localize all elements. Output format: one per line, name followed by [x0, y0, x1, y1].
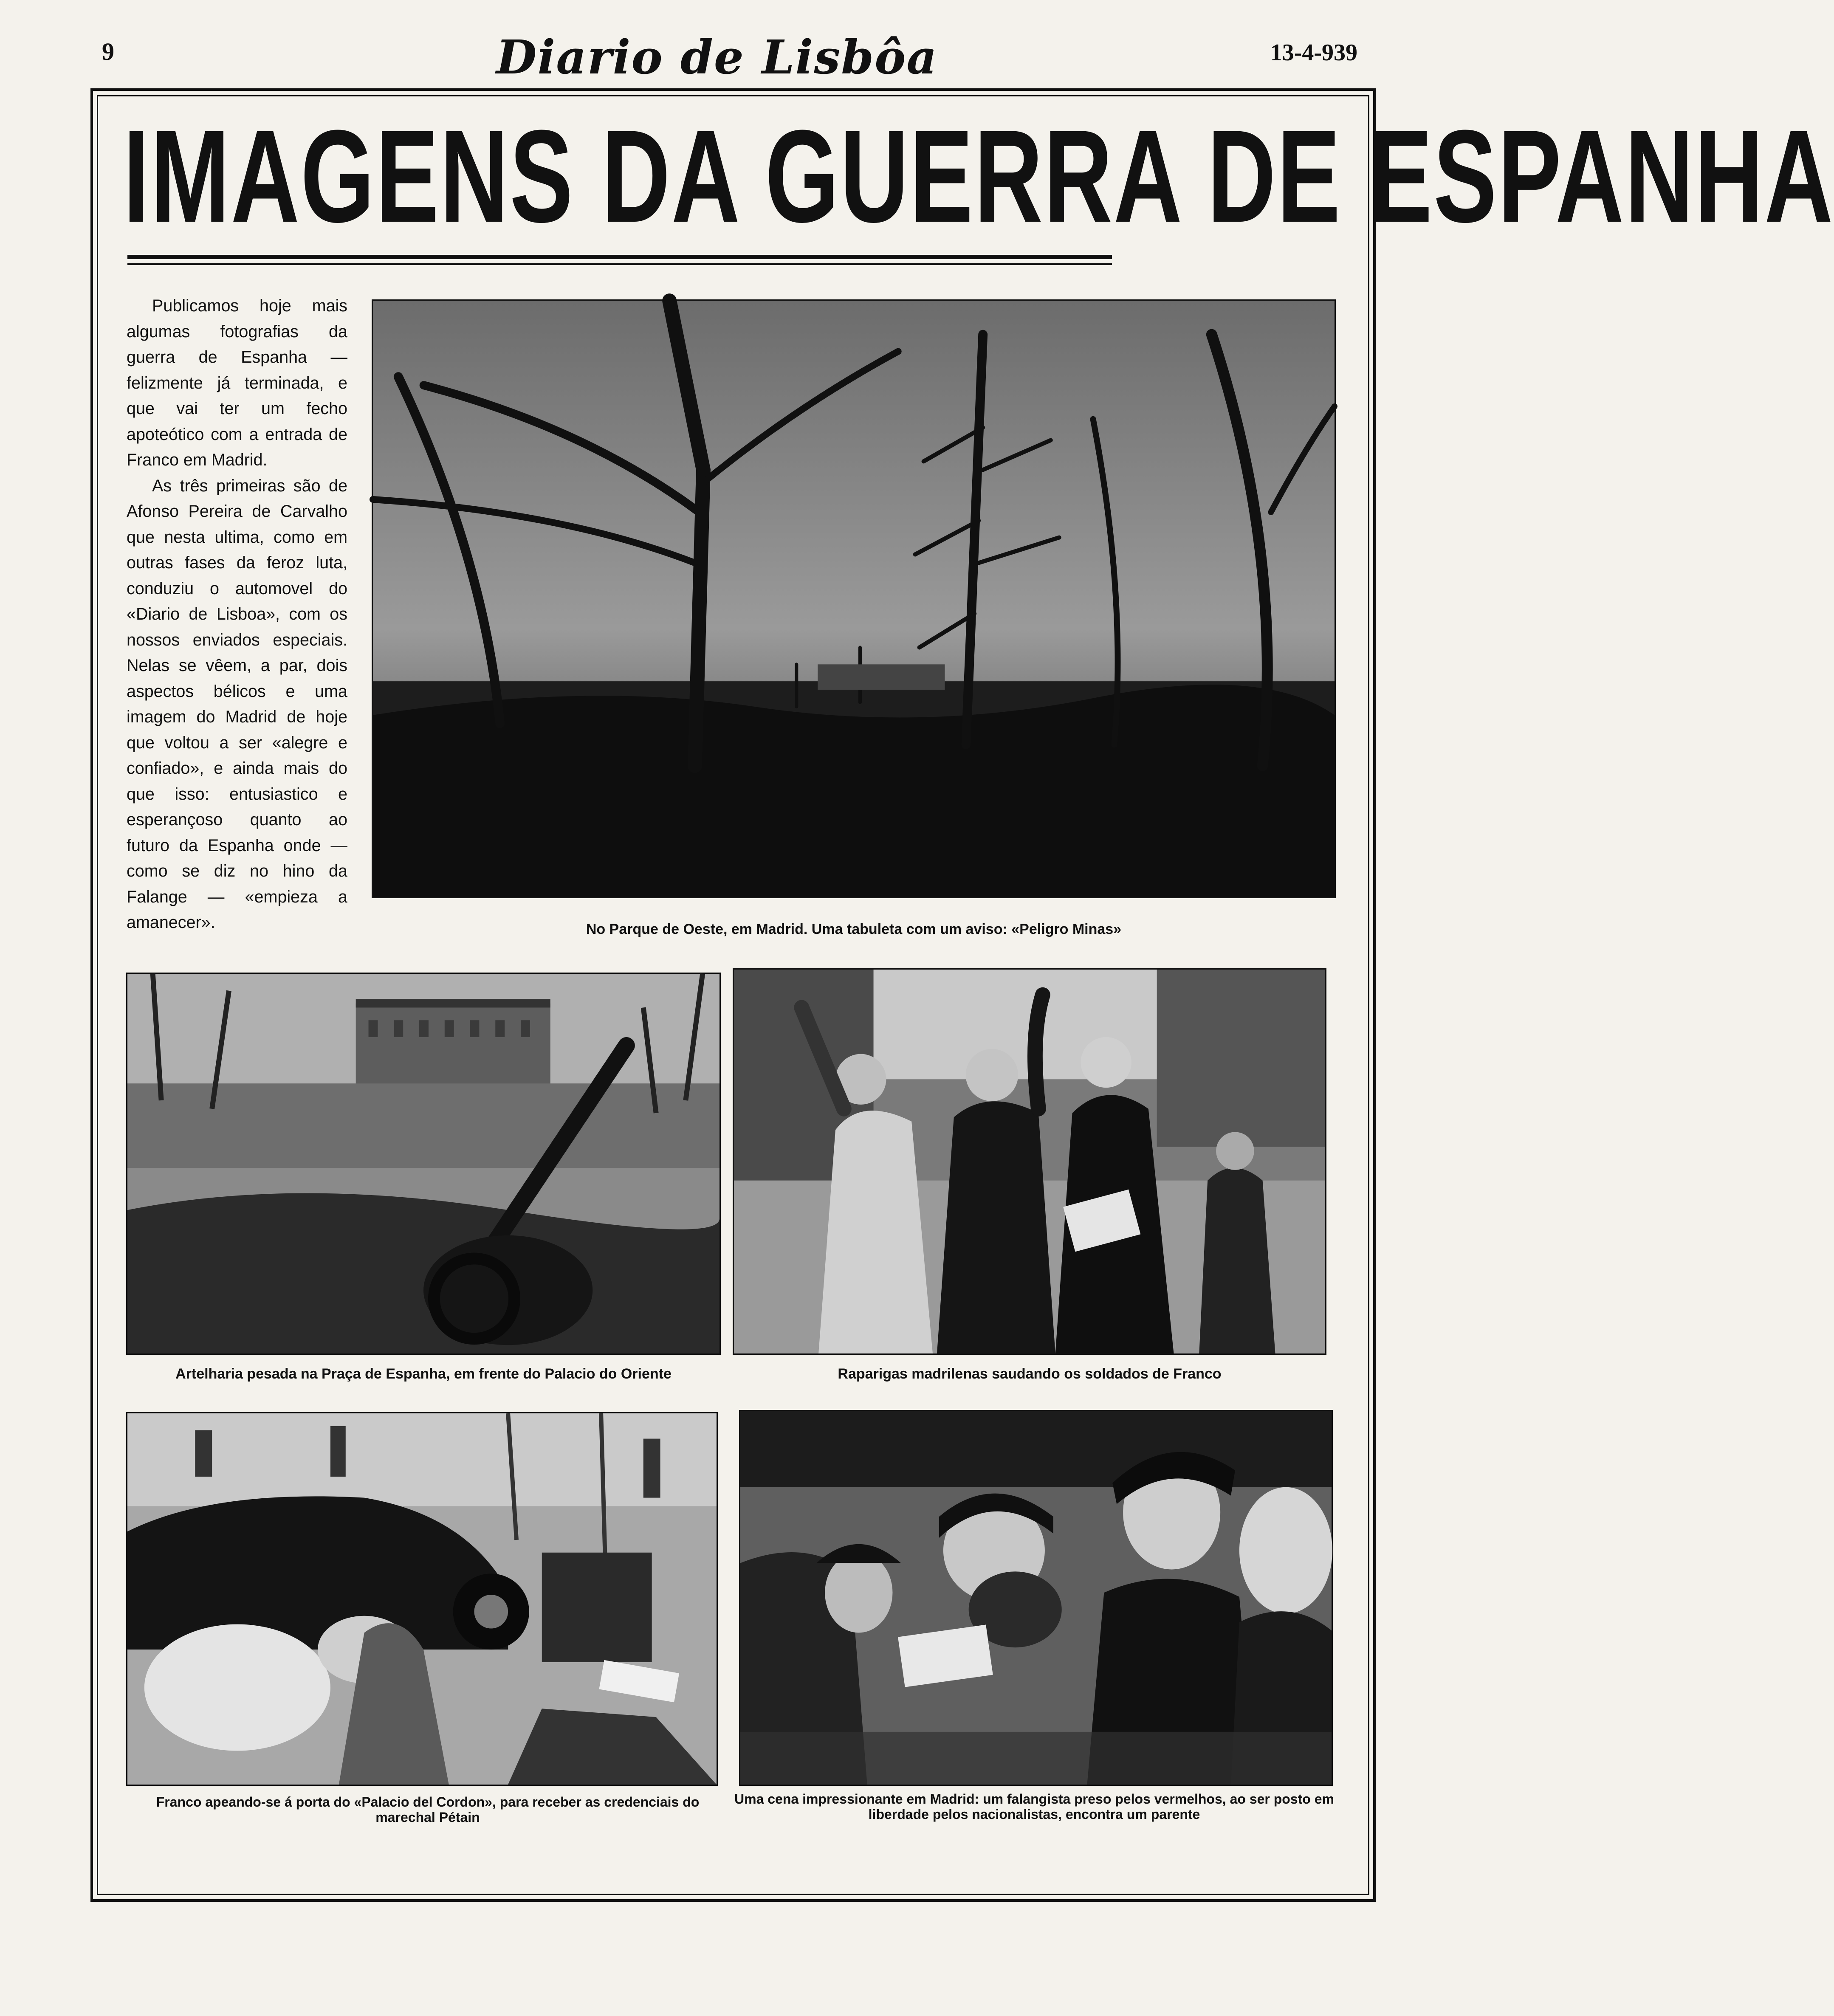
caption-raparigas: Raparigas madrilenas saudando os soldados de Franco	[838, 1366, 1222, 1382]
page-number: 9	[102, 38, 114, 65]
intro-paragraph-2: As três primeiras são de Afonso Pereira de Carvalho que nesta ultima, como em outras fases da feroz luta, conduziu o automovel do «Diario de Lisboa», com os nossos enviados especiais. Nelas se vêem, a par, dois aspectos bélicos e uma imagem do Madrid de hoje que voltou a ser «alegre e confiado», e ainda mais do que isso: entusiastico e esperançoso quanto ao futuro da Espanha onde — como se diz no hino da Falange — «empieza a amanecer».	[127, 476, 347, 932]
issue-date: 13-4-939	[1270, 39, 1357, 66]
photo-falangista-image	[740, 1411, 1332, 1785]
photo-franco	[126, 1412, 718, 1786]
headline: IMAGENS DA GUERRA DE ESPANHA	[123, 102, 1834, 250]
photo-artelharia-image	[127, 974, 719, 1353]
photo-franco-image	[127, 1413, 717, 1785]
headline-rule	[127, 255, 1112, 259]
photo-artelharia	[126, 973, 721, 1355]
caption-falangista: Uma cena impressionante em Madrid: um falangista preso pelos vermelhos, ao ser posto em liberdade pelos nacionalistas, encontra um parente	[734, 1791, 1334, 1822]
photo-parque-oeste-image	[373, 301, 1335, 897]
caption-artelharia: Artelharia pesada na Praça de Espanha, em frente do Palacio do Oriente	[175, 1366, 672, 1382]
photo-parque-oeste	[372, 299, 1336, 898]
photo-raparigas-image	[734, 970, 1325, 1353]
caption-franco: Franco apeando-se á porta do «Palacio del Cordon», para receber as credenciais do marechal Pétain	[156, 1794, 700, 1825]
caption-parque-oeste: No Parque de Oeste, em Madrid. Uma tabuleta com um aviso: «Peligro Minas»	[586, 921, 1122, 937]
headline-rule-thin	[127, 263, 1112, 265]
photo-falangista	[739, 1410, 1333, 1786]
intro-paragraph-1: Publicamos hoje mais algumas fotografias da guerra de Espanha — felizmente já terminada, e que vai ter um fecho apoteótico com a entrada de Franco em Madrid.	[127, 296, 347, 469]
masthead: Diario de Lisbôa	[496, 30, 938, 85]
intro-text	[127, 293, 347, 936]
photo-raparigas	[733, 968, 1326, 1355]
